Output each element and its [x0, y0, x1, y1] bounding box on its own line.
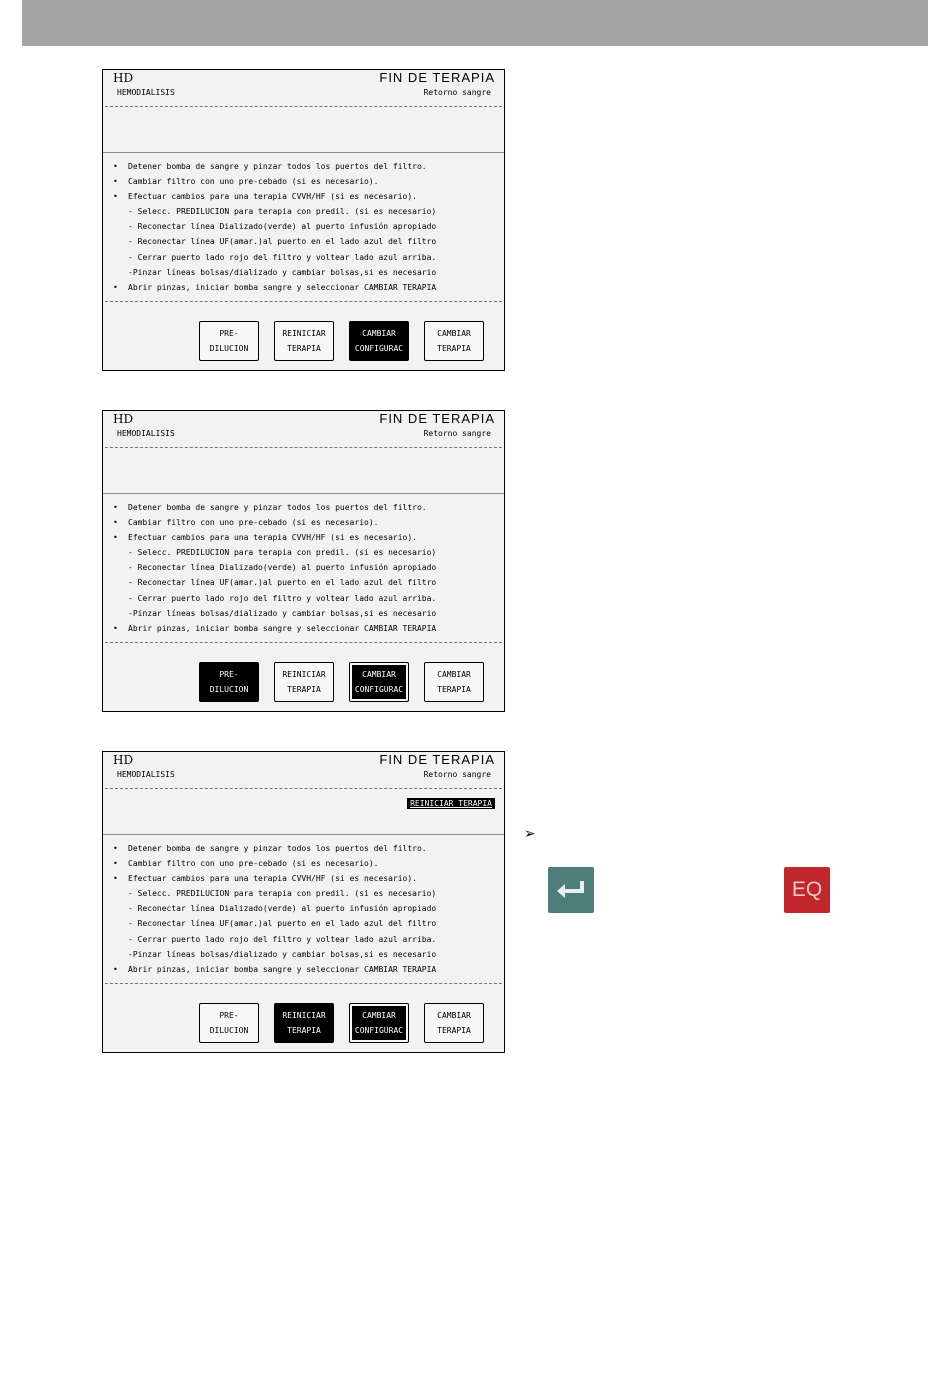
predilucion-button[interactable]: PRE- DILUCION [199, 1003, 259, 1043]
reiniciar-terapia-button[interactable]: REINICIAR TERAPIA [274, 1003, 334, 1043]
instruction-text: -Pinzar líneas bolsas/dializado y cambiar bolsas,si es necesario [128, 608, 437, 618]
instruction-item [113, 159, 436, 174]
instruction-subitem [113, 265, 436, 280]
instruction-text: - Cerrar puerto lado rojo del filtro y voltear lado azul arriba. [128, 252, 437, 262]
instruction-subitem [113, 204, 436, 219]
hd-label: HD [113, 71, 134, 85]
divider [103, 493, 504, 494]
bullet-icon: • [113, 844, 118, 853]
bullet-icon: • [113, 503, 118, 512]
instruction-item [113, 174, 436, 189]
divider [105, 106, 502, 107]
cambiar-configurac-button[interactable]: CAMBIAR CONFIGURAC [349, 662, 409, 702]
instruction-item [113, 962, 436, 977]
instruction-item [113, 871, 436, 886]
instructions-list [113, 500, 436, 636]
divider [105, 447, 502, 448]
divider [105, 301, 502, 302]
arrow-bullet-icon: ➢ [524, 826, 536, 842]
divider [105, 642, 502, 643]
hd-label: HD [113, 753, 134, 767]
status-label: Retorno sangre [423, 429, 491, 438]
divider [105, 983, 502, 984]
button-row [199, 1003, 489, 1043]
instruction-text: Efectuar cambios para una terapia CVVH/HF (si es necesario). [128, 192, 417, 202]
hd-label: HD [113, 412, 134, 426]
status-label: Retorno sangre [423, 88, 491, 97]
enter-key-icon[interactable] [548, 867, 594, 913]
instruction-subitem [113, 916, 436, 931]
instruction-text: Efectuar cambios para una terapia CVVH/HF (si es necesario). [128, 874, 417, 884]
instruction-text: - Selecc. PREDILUCION para terapia con predil. (si es necesario) [128, 207, 437, 217]
screen-2 [102, 410, 505, 712]
instruction-text: - Reconectar línea Dializado(verde) al puerto infusión apropiado [128, 904, 437, 914]
status-label: Retorno sangre [423, 770, 491, 779]
bullet-icon: • [113, 964, 118, 974]
instruction-text: Abrir pinzas, iniciar bomba sangre y seleccionar CAMBIAR TERAPIA [128, 964, 437, 974]
cambiar-configurac-button[interactable]: CAMBIAR CONFIGURAC [349, 321, 409, 361]
instruction-text: Detener bomba de sangre y pinzar todos los puertos del filtro. [128, 844, 427, 853]
cambiar-configurac-button[interactable]: CAMBIAR CONFIGURAC [349, 1003, 409, 1043]
instruction-text: - Reconectar línea UF(amar.)al puerto en el lado azul del filtro [128, 237, 437, 247]
message-banner: REINICIAR TERAPIA [407, 798, 495, 809]
instruction-text: - Reconectar línea UF(amar.)al puerto en el lado azul del filtro [128, 578, 437, 588]
bullet-icon: • [113, 874, 118, 884]
bullet-icon: • [113, 623, 118, 633]
instruction-subitem [113, 234, 436, 249]
instruction-text: -Pinzar líneas bolsas/dializado y cambiar bolsas,si es necesario [128, 949, 437, 959]
bullet-icon: • [113, 518, 118, 528]
instruction-item [113, 500, 436, 515]
cambiar-terapia-button[interactable]: CAMBIAR TERAPIA [424, 662, 484, 702]
instruction-subitem [113, 250, 436, 265]
instruction-subitem [113, 219, 436, 234]
instruction-subitem [113, 886, 436, 901]
cambiar-terapia-button[interactable]: CAMBIAR TERAPIA [424, 321, 484, 361]
reiniciar-terapia-button[interactable]: REINICIAR TERAPIA [274, 662, 334, 702]
screen-title: FIN DE TERAPIA [379, 752, 495, 767]
instruction-item [113, 841, 436, 856]
divider [105, 788, 502, 789]
screen-1 [102, 69, 505, 371]
instruction-text: Efectuar cambios para una terapia CVVH/HF (si es necesario). [128, 533, 417, 543]
instruction-item [113, 280, 436, 295]
instruction-subitem [113, 575, 436, 590]
instruction-subitem [113, 606, 436, 621]
bullet-icon: • [113, 192, 118, 202]
button-row [199, 662, 489, 702]
predilucion-button[interactable]: PRE- DILUCION [199, 662, 259, 702]
instruction-item [113, 621, 436, 636]
instruction-text: - Reconectar línea Dializado(verde) al puerto infusión apropiado [128, 563, 437, 573]
bullet-icon: • [113, 177, 118, 187]
divider [103, 834, 504, 835]
instruction-text: - Cerrar puerto lado rojo del filtro y voltear lado azul arriba. [128, 934, 437, 944]
mode-label: HEMODIALISIS [117, 88, 175, 97]
instruction-text: - Selecc. PREDILUCION para terapia con predil. (si es necesario) [128, 548, 437, 558]
mode-label: HEMODIALISIS [117, 770, 175, 779]
instruction-subitem [113, 932, 436, 947]
instruction-text: Cambiar filtro con uno pre-cebado (si es necesario). [128, 177, 379, 187]
button-row [199, 321, 489, 361]
instruction-text: Cambiar filtro con uno pre-cebado (si es necesario). [128, 859, 379, 869]
instruction-text: Abrir pinzas, iniciar bomba sangre y seleccionar CAMBIAR TERAPIA [128, 282, 437, 292]
instruction-text: Cambiar filtro con uno pre-cebado (si es necesario). [128, 518, 379, 528]
divider [103, 152, 504, 153]
bullet-icon: • [113, 859, 118, 869]
instructions-list [113, 159, 436, 295]
instruction-item [113, 856, 436, 871]
instruction-subitem [113, 947, 436, 962]
mode-label: HEMODIALISIS [117, 429, 175, 438]
top-header-bar [22, 0, 928, 46]
bullet-icon: • [113, 282, 118, 292]
bullet-icon: • [113, 533, 118, 543]
instruction-text: - Selecc. PREDILUCION para terapia con predil. (si es necesario) [128, 889, 437, 899]
eq-key-icon[interactable]: EQ [784, 867, 830, 913]
predilucion-button[interactable]: PRE- DILUCION [199, 321, 259, 361]
instruction-subitem [113, 560, 436, 575]
screen-title: FIN DE TERAPIA [379, 411, 495, 426]
instruction-text: Abrir pinzas, iniciar bomba sangre y seleccionar CAMBIAR TERAPIA [128, 623, 437, 633]
instruction-text: -Pinzar líneas bolsas/dializado y cambiar bolsas,si es necesario [128, 267, 437, 277]
instruction-text: - Reconectar línea Dializado(verde) al puerto infusión apropiado [128, 222, 437, 232]
instruction-item [113, 189, 436, 204]
instruction-text: Detener bomba de sangre y pinzar todos los puertos del filtro. [128, 162, 427, 171]
screen-3 [102, 751, 505, 1053]
reiniciar-terapia-button[interactable]: REINICIAR TERAPIA [274, 321, 334, 361]
cambiar-terapia-button[interactable]: CAMBIAR TERAPIA [424, 1003, 484, 1043]
instruction-text: Detener bomba de sangre y pinzar todos los puertos del filtro. [128, 503, 427, 512]
instruction-item [113, 515, 436, 530]
screen-title: FIN DE TERAPIA [379, 70, 495, 85]
bullet-icon: • [113, 162, 118, 171]
instruction-text: - Reconectar línea UF(amar.)al puerto en el lado azul del filtro [128, 919, 437, 929]
instruction-subitem [113, 901, 436, 916]
instructions-list [113, 841, 436, 977]
instruction-text: - Cerrar puerto lado rojo del filtro y voltear lado azul arriba. [128, 593, 437, 603]
instruction-item [113, 530, 436, 545]
instruction-subitem [113, 591, 436, 606]
instruction-subitem [113, 545, 436, 560]
